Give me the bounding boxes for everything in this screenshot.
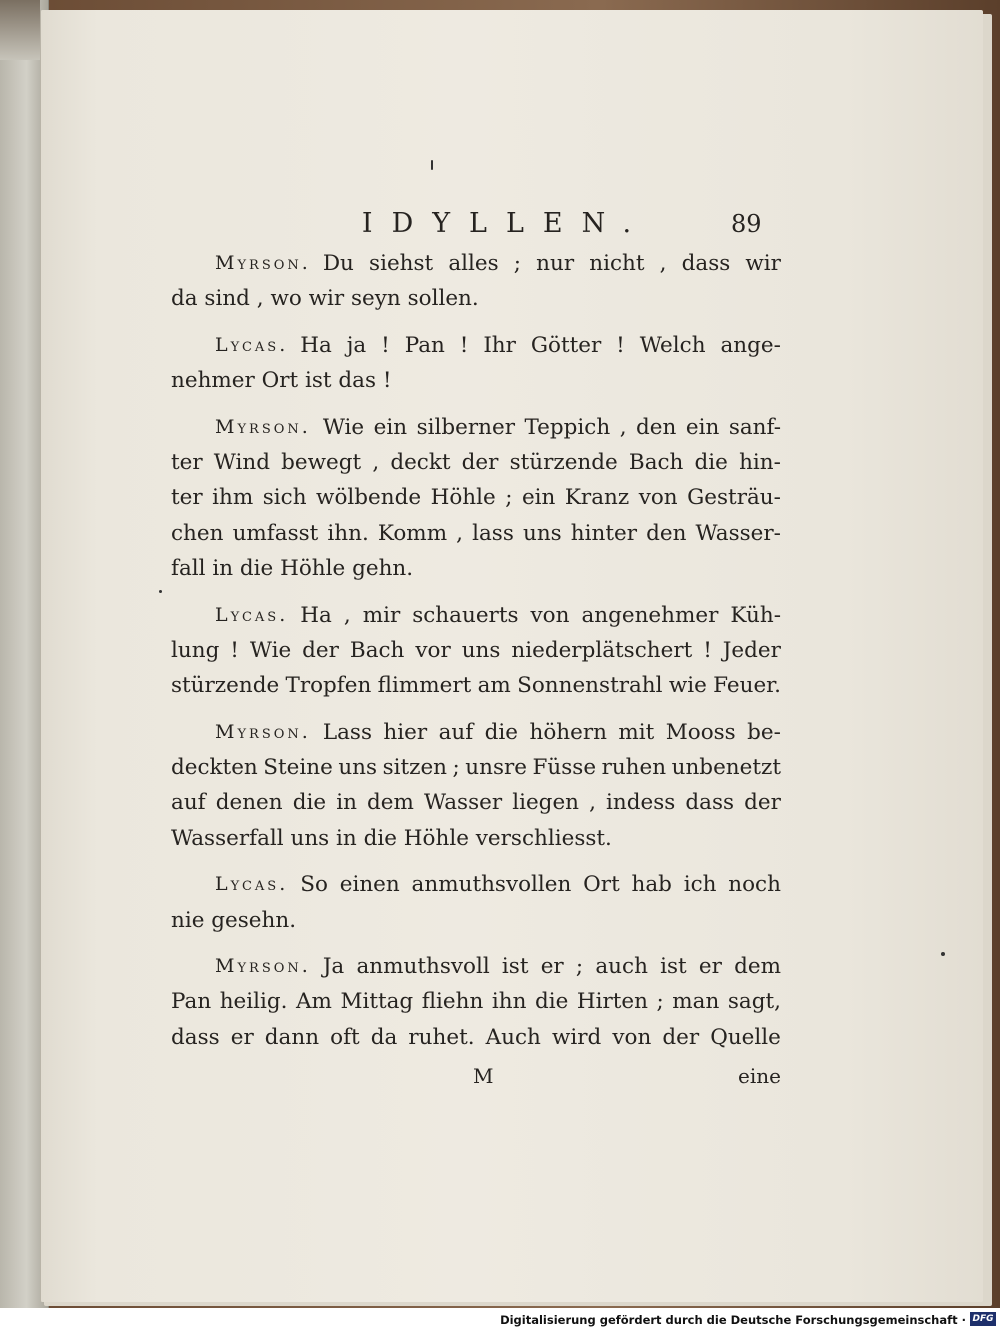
text-line	[171, 1020, 781, 1055]
text-line	[171, 668, 781, 703]
page-number: 89	[731, 210, 762, 238]
speaker-label: Lycas.	[215, 333, 289, 356]
speaker-label: Myrson.	[215, 955, 311, 978]
text-line	[171, 750, 781, 785]
text-line	[171, 328, 781, 363]
text-line	[171, 633, 781, 668]
line-text: Wie ein silberner Teppich , den ein sanf-	[322, 414, 781, 440]
text-line	[171, 903, 781, 938]
signature-mark: M	[473, 1064, 494, 1088]
text-line	[171, 785, 781, 820]
line-text: auf denen die in dem Wasser liegen , indess dass der	[171, 790, 781, 816]
speaker-label: Myrson.	[215, 252, 311, 274]
line-text: deckten Steine uns sitzen ; unsre Füsse ruhen unbenetzt	[171, 755, 781, 781]
line-text: Ha ja ! Pan ! Ihr Götter ! Welch ange-	[300, 332, 781, 358]
text-line	[171, 551, 781, 586]
line-text: dass er dann oft da ruhet. Auch wird von der Quelle	[171, 1024, 781, 1050]
footer-credit: Digitalisierung gefördert durch die Deutsche Forschungsgemeinschaft ·	[500, 1313, 966, 1327]
page-foot	[171, 1064, 781, 1094]
text-line	[171, 598, 781, 633]
line-text: Ha , mir schauerts von angenehmer Küh-	[300, 602, 781, 628]
catchword: eine	[738, 1064, 781, 1088]
line-text: ter Wind bewegt , deckt der stürzende Bach die hin-	[171, 449, 781, 475]
line-text: Du siehst alles ; nur nicht , dass wir	[322, 251, 781, 276]
ink-speck	[431, 160, 433, 170]
line-text: Lass hier auf die höhern mit Mooss be-	[322, 719, 781, 745]
line-text: chen umfasst ihn. Komm , lass uns hinter den Wasser-	[171, 520, 781, 546]
ink-speck	[159, 590, 162, 593]
body-text	[171, 246, 781, 1055]
line-text: Ja anmuthsvoll ist er ; auch ist er dem	[322, 954, 781, 980]
dfg-logo-icon: DFG	[970, 1312, 996, 1326]
text-line	[171, 363, 781, 398]
line-text: lung ! Wie der Bach vor uns niederplätschert ! Jeder	[171, 637, 781, 663]
text-line	[171, 949, 781, 984]
line-text: nehmer Ort ist das !	[171, 368, 392, 394]
speaker-label: Lycas.	[215, 873, 289, 896]
text-line	[171, 281, 781, 316]
text-line	[171, 410, 781, 445]
text-line	[171, 516, 781, 551]
text-line	[171, 445, 781, 480]
text-line	[171, 246, 781, 281]
footer-bar	[0, 1308, 1000, 1332]
line-text: fall in die Höhle gehn.	[171, 556, 414, 582]
line-text: ter ihm sich wölbende Höhle ; ein Kranz von Gesträu-	[171, 485, 781, 511]
text-line	[171, 480, 781, 515]
ink-speck	[941, 952, 945, 956]
line-text: nie gesehn.	[171, 907, 297, 933]
speaker-label: Lycas.	[215, 603, 289, 626]
line-text: Pan heilig. Am Mittag fliehn ihn die Hirten ; man sagt,	[171, 989, 781, 1015]
book-page	[40, 10, 983, 1302]
text-line	[171, 984, 781, 1019]
speaker-label: Myrson.	[215, 720, 311, 743]
text-line	[171, 715, 781, 750]
line-text: Wasserfall uns in die Höhle verschliesst.	[171, 825, 612, 851]
line-text: stürzende Tropfen flimmert am Sonnenstrahl wie Feuer.	[171, 673, 781, 699]
text-line	[171, 867, 781, 902]
running-head: IDYLLEN.	[361, 208, 651, 239]
line-text: da sind , wo wir seyn sollen.	[171, 286, 479, 312]
line-text: So einen anmuthsvollen Ort hab ich noch	[300, 872, 781, 898]
speaker-label: Myrson.	[215, 415, 311, 438]
text-line	[171, 821, 781, 856]
